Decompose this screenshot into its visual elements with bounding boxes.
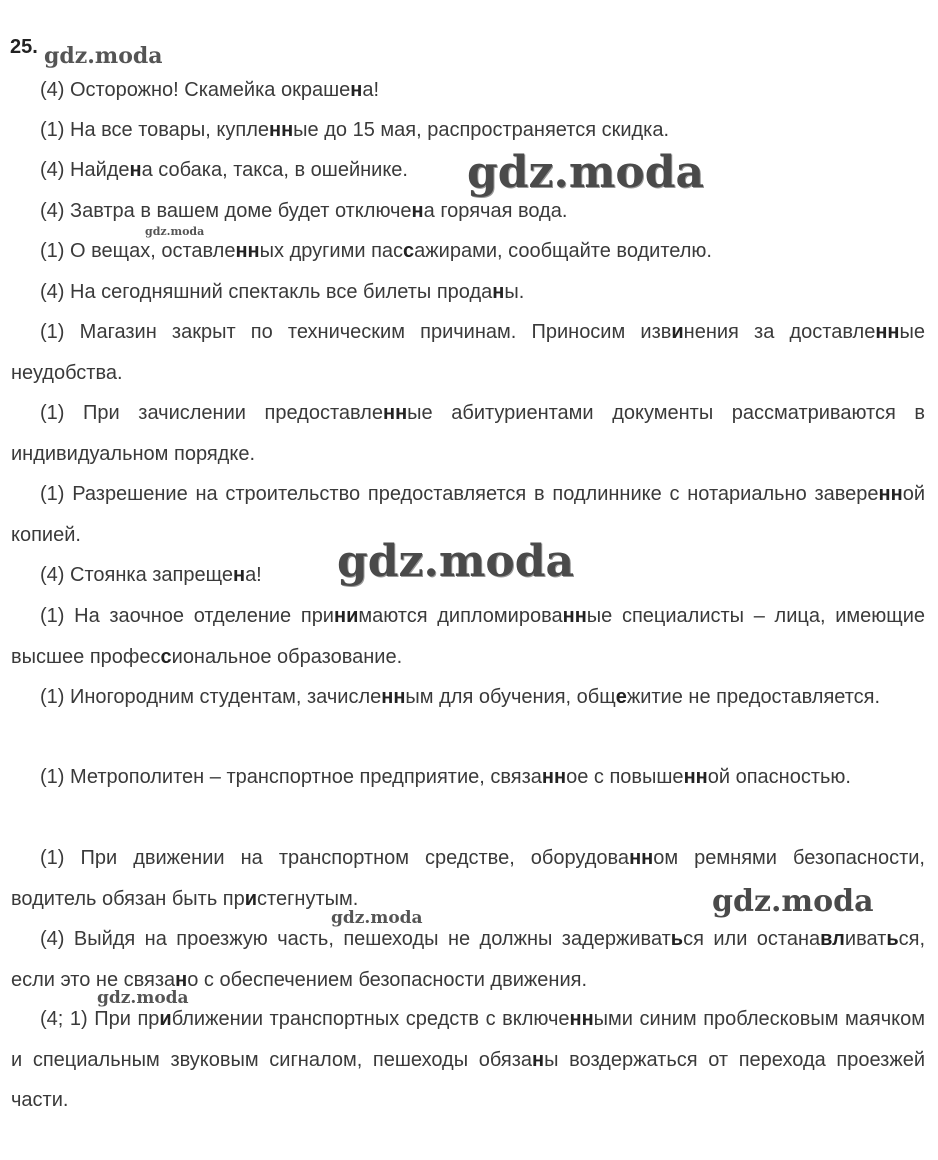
paragraph-text: (1) О вещах, оставле xyxy=(40,240,236,262)
paragraph-text: (1) При зачислении предоставле xyxy=(40,402,383,424)
paragraph-text: о с обеспечением безопасности движения. xyxy=(187,968,588,991)
highlighted-letters: с xyxy=(403,240,415,262)
watermark: gdz.moda xyxy=(145,225,205,238)
answer-paragraph xyxy=(11,999,925,1121)
highlighted-letters: ь xyxy=(886,928,899,950)
highlighted-letters: н xyxy=(411,200,424,222)
paragraph-text: ые специалисты – лица, имеющие высшее профес xyxy=(11,605,925,668)
highlighted-letters: н xyxy=(175,968,188,991)
highlighted-letters: нн xyxy=(562,605,587,627)
paragraph-text: а! xyxy=(362,79,380,101)
exercise-number: 25. xyxy=(10,36,38,58)
highlighted-letters: и xyxy=(159,1008,172,1030)
paragraph-text: (1) Метрополитен – транспортное предприятие, связа xyxy=(40,766,542,788)
highlighted-letters: н xyxy=(350,79,363,101)
paragraph-text: ых другими пас xyxy=(259,240,404,262)
paragraph-text: (4) Найде xyxy=(40,159,130,181)
paragraph-text: (4) Стоянка запреще xyxy=(40,564,233,586)
paragraph-text: а! xyxy=(245,564,262,586)
paragraph-text: ажирами, сообщайте водителю. xyxy=(414,240,712,262)
answer-paragraph xyxy=(11,677,925,718)
highlighted-letters: е xyxy=(615,686,627,708)
paragraph-text: (4) Завтра в вашем доме будет отключе xyxy=(40,200,412,222)
paragraph-text: ой копией. xyxy=(11,483,925,546)
paragraph-text: (4) На сегодняшний спектакль все билеты прода xyxy=(40,281,493,303)
watermark: gdz.moda xyxy=(712,884,874,919)
paragraph-text: стегнутым. xyxy=(257,887,359,910)
answer-paragraph xyxy=(11,393,925,474)
highlighted-letters: с xyxy=(160,645,172,668)
paragraph-text: ой опасностью. xyxy=(707,766,851,788)
watermark: gdz.moda xyxy=(44,43,163,69)
watermark: gdz.moda xyxy=(97,988,189,1008)
watermark: gdz.moda xyxy=(337,536,575,587)
paragraph-text: ыми синим проблесковым маячком и специальным звуковым сигналом, пешеходы обяза xyxy=(11,1008,925,1071)
highlighted-letters: н xyxy=(532,1048,545,1071)
answer-paragraph xyxy=(11,70,925,111)
paragraph-text: ые неудобства. xyxy=(11,321,925,384)
paragraph-text: а собака, такса, в ошейнике. xyxy=(141,159,408,181)
highlighted-letters: нн xyxy=(569,1008,594,1030)
paragraph-text: ы. xyxy=(504,281,525,303)
paragraph-text: (1) Магазин закрыт по техническим причинам. Приносим изв xyxy=(40,321,672,343)
paragraph-text: ом ремнями безопасности, водитель обязан быть пр xyxy=(11,847,925,910)
paragraph-text: (1) При движении на транспортном средстве, оборудова xyxy=(40,847,630,869)
answer-paragraph xyxy=(11,312,925,393)
paragraph-text: житие не предоставляется. xyxy=(626,686,881,708)
answer-paragraph xyxy=(11,272,925,313)
paragraph-text: а горячая вода. xyxy=(423,200,568,222)
paragraph-text: (4; 1) При пр xyxy=(40,1008,160,1030)
paragraph-text: ближении транспортных средств с включе xyxy=(171,1008,570,1030)
highlighted-letters: нн xyxy=(878,483,903,505)
paragraph-text: ся, если это не связа xyxy=(11,928,925,991)
highlighted-letters: н xyxy=(492,281,505,303)
highlighted-letters: нн xyxy=(235,240,260,262)
highlighted-letters: н xyxy=(232,564,246,586)
paragraph-text: ым для обучения, общ xyxy=(405,686,616,708)
paragraph-text: ые до 15 мая, распространяется скидка. xyxy=(293,119,670,141)
paragraph-text: (4) Осторожно! Скамейка окраше xyxy=(40,79,351,101)
paragraph-text: иональное образование. xyxy=(171,645,403,668)
answer-paragraph xyxy=(11,757,925,798)
paragraph-text: (1) На все товары, купле xyxy=(40,119,269,141)
answer-paragraph xyxy=(11,596,925,677)
highlighted-letters: нн xyxy=(683,766,708,788)
paragraph-text: ые абитуриентами документы рассматриваются в индивидуальном порядке. xyxy=(11,402,926,465)
paragraph-text: ся или остана xyxy=(683,928,821,950)
paragraph-text: (4) Выйдя на проезжую часть, пешеходы не должны задерживат xyxy=(40,928,671,950)
highlighted-letters: ни xyxy=(333,605,359,627)
highlighted-letters: нн xyxy=(541,766,567,788)
highlighted-letters: нн xyxy=(382,402,408,424)
paragraph-text: нения за доставле xyxy=(683,321,876,343)
paragraph-text: маются дипломирова xyxy=(358,605,563,627)
watermark: gdz.moda xyxy=(331,908,423,928)
paragraph-text: ое с повыше xyxy=(566,766,684,788)
paragraph-text: (1) Иногородним студентам, зачисле xyxy=(40,686,382,708)
highlighted-letters: н xyxy=(129,159,142,181)
watermark: gdz.moda xyxy=(467,147,705,198)
highlighted-letters: ь xyxy=(670,928,684,950)
highlighted-letters: нн xyxy=(629,847,654,869)
highlighted-letters: нн xyxy=(269,119,294,141)
highlighted-letters: вл xyxy=(820,928,845,950)
paragraph-text: иват xyxy=(844,928,887,950)
highlighted-letters: и xyxy=(671,321,684,343)
highlighted-letters: нн xyxy=(875,321,900,343)
answer-paragraph xyxy=(11,110,925,151)
paragraph-text: (1) Разрешение на строительство предоставляется в подлиннике с нотариально завере xyxy=(40,483,879,505)
paragraph-text: (1) На заочное отделение при xyxy=(40,605,334,627)
highlighted-letters: и xyxy=(244,887,258,910)
paragraph-text: ы воздержаться от перехода проезжей части. xyxy=(11,1048,925,1111)
highlighted-letters: нн xyxy=(381,686,406,708)
